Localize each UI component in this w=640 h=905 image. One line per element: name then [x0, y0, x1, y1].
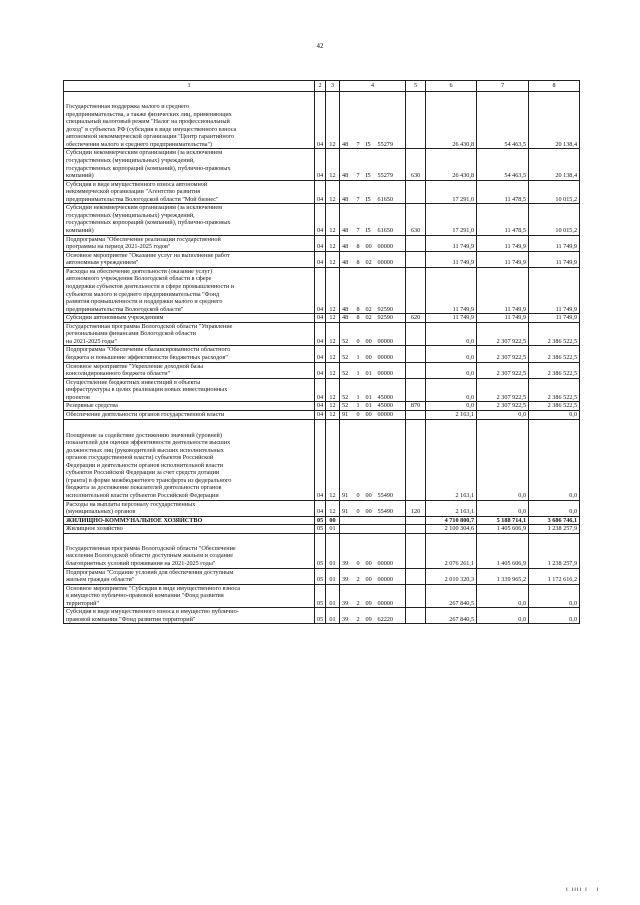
amount-2021-cell: 11 749,9: [426, 251, 477, 267]
target-code-event-cell: [364, 525, 376, 534]
amount-2021-cell: 2 163,1: [426, 500, 477, 516]
amount-2022-cell: 0,0: [477, 584, 529, 608]
table-header-row: [64, 81, 580, 92]
subsection-code-cell: 12: [326, 180, 340, 204]
subsection-code-cell: 12: [326, 235, 340, 251]
table-row: [64, 410, 580, 419]
row-name-cell: Субсидии некоммерческим организациям (за исключением государственных (муниципальных) учреждений, государственных корпораций (компаний), публично-правовых компаний): [64, 204, 315, 235]
amount-2023-cell: 20 138,4: [529, 149, 580, 180]
section-code-cell: 04: [315, 410, 326, 419]
target-code-subprogram-cell: 0: [355, 419, 364, 500]
amount-2021-cell: 11 749,9: [426, 314, 477, 323]
header-cell: 5: [406, 81, 426, 92]
table-row: [64, 608, 580, 624]
subsection-code-cell: 12: [326, 314, 340, 323]
target-code-event-cell: 01: [364, 402, 376, 411]
row-name-cell: ЖИЛИЩНО-КОММУНАЛЬНОЕ ХОЗЯЙСТВО: [64, 516, 315, 525]
section-code-cell: 04: [315, 251, 326, 267]
expense-type-cell: 630: [406, 149, 426, 180]
expense-type-cell: [406, 516, 426, 525]
amount-2021-cell: 17 291,0: [426, 180, 477, 204]
target-code-subprogram-cell: 7: [355, 149, 364, 180]
amount-2023-cell: 11 749,9: [529, 235, 580, 251]
row-name-cell: Подпрограмма "Обеспечение реализации государственной программы на период 2021-2025 годов": [64, 235, 315, 251]
expense-type-cell: [406, 267, 426, 313]
target-code-direction-cell: 00000: [376, 322, 406, 346]
section-code-cell: 04: [315, 204, 326, 235]
subsection-code-cell: 00: [326, 516, 340, 525]
amount-2021-cell: 2 100 304,6: [426, 525, 477, 534]
amount-2022-cell: 0,0: [477, 608, 529, 624]
row-name-cell: Субсидия в виде имущественного взноса в имущество публично- правовой компании "Фонд развития территорий": [64, 608, 315, 624]
target-code-direction-cell: 00000: [376, 533, 406, 568]
target-code-direction-cell: 92590: [376, 267, 406, 313]
target-code-subprogram-cell: 2: [355, 584, 364, 608]
expense-type-cell: [406, 180, 426, 204]
amount-2023-cell: 11 749,9: [529, 314, 580, 323]
amount-2022-cell: 11 749,9: [477, 251, 529, 267]
row-name-cell: Государственная поддержка малого и среднего предпринимательства, а также физических лиц, применяющих специальный налоговый режим "Налог на профессиональный доход" в субъектах РФ (субсидия в виде имущественного взноса автономной некоммерческой организации "Центр гарантийного обеспечения малого и среднего предпринимательства"): [64, 92, 315, 149]
target-code-subprogram-cell: 0: [355, 410, 364, 419]
row-name-cell: Расходы на обеспечение деятельности (оказание услуг) автономного учреждения Вологодской области в сфере поддержки субъектов деятельности в сфере промышленности и субъектов малого и среднего предпринимательства "Фонд развития промышленности и поддержки малого и среднего предпринимательства Вологодской области": [64, 267, 315, 313]
row-name-cell: Государственная программа Вологодской области "Обеспечение населения Вологодской области доступным жильем и создание благоприятных условий проживания на 2021-2025 годы": [64, 533, 315, 568]
target-code-event-cell: I5: [364, 180, 376, 204]
subsection-code-cell: 12: [326, 500, 340, 516]
target-code-subprogram-cell: 7: [355, 92, 364, 149]
amount-2022-cell: 2 307 922,5: [477, 378, 529, 402]
amount-2022-cell: 1 405 606,9: [477, 533, 529, 568]
row-name-cell: Резервные средства: [64, 402, 315, 411]
amount-2022-cell: 1 405 606,9: [477, 525, 529, 534]
header-cell: 4: [340, 81, 406, 92]
table-row: [64, 419, 580, 500]
target-code-program-cell: 52: [340, 346, 355, 362]
section-code-cell: 04: [315, 235, 326, 251]
amount-2022-cell: 0,0: [477, 419, 529, 500]
target-code-direction-cell: [376, 525, 406, 534]
target-code-event-cell: 00: [364, 346, 376, 362]
target-code-direction-cell: 45000: [376, 378, 406, 402]
expense-type-cell: [406, 362, 426, 378]
row-name-cell: Подпрограмма "Обеспечение сбалансированности областного бюджета и повышение эффективности бюджетных расходов": [64, 346, 315, 362]
subsection-code-cell: 12: [326, 92, 340, 149]
amount-2023-cell: 11 749,9: [529, 267, 580, 313]
amount-2021-cell: 2 163,1: [426, 419, 477, 500]
target-code-program-cell: [340, 525, 355, 534]
target-code-program-cell: 91: [340, 419, 355, 500]
amount-2021-cell: 0,0: [426, 402, 477, 411]
target-code-subprogram-cell: 8: [355, 314, 364, 323]
amount-2023-cell: 2 386 522,5: [529, 378, 580, 402]
expense-type-cell: 870: [406, 402, 426, 411]
target-code-program-cell: 48: [340, 92, 355, 149]
amount-2022-cell: 11 478,5: [477, 204, 529, 235]
target-code-program-cell: 91: [340, 410, 355, 419]
target-code-program-cell: 91: [340, 500, 355, 516]
target-code-program-cell: 39: [340, 608, 355, 624]
table-row: [64, 235, 580, 251]
header-cell: 6: [426, 81, 477, 92]
amount-2021-cell: 0,0: [426, 346, 477, 362]
amount-2023-cell: 0,0: [529, 500, 580, 516]
section-code-cell: 04: [315, 322, 326, 346]
section-code-cell: 05: [315, 533, 326, 568]
table-row: [64, 500, 580, 516]
section-code-cell: 04: [315, 267, 326, 313]
target-code-subprogram-cell: 2: [355, 568, 364, 584]
subsection-code-cell: 12: [326, 204, 340, 235]
table-row: [64, 533, 580, 568]
section-code-cell: 04: [315, 180, 326, 204]
target-code-direction-cell: 00000: [376, 235, 406, 251]
expense-type-cell: [406, 251, 426, 267]
target-code-event-cell: 09: [364, 608, 376, 624]
section-code-cell: 05: [315, 516, 326, 525]
amount-2021-cell: 0,0: [426, 362, 477, 378]
target-code-direction-cell: 55279: [376, 149, 406, 180]
target-code-program-cell: 39: [340, 568, 355, 584]
target-code-subprogram-cell: 0: [355, 500, 364, 516]
target-code-subprogram-cell: 8: [355, 267, 364, 313]
row-name-cell: Осуществление бюджетных инвестиций в объекты инфраструктуры в целях реализации новых инвестиционных проектов: [64, 378, 315, 402]
table-row: [64, 180, 580, 204]
amount-2023-cell: 11 749,9: [529, 251, 580, 267]
amount-2022-cell: 2 307 922,5: [477, 322, 529, 346]
expense-type-cell: [406, 235, 426, 251]
header-cell: 7: [477, 81, 529, 92]
amount-2022-cell: 54 463,5: [477, 92, 529, 149]
section-code-cell: 04: [315, 314, 326, 323]
target-code-event-cell: 01: [364, 362, 376, 378]
section-code-cell: 05: [315, 525, 326, 534]
amount-2023-cell: 2 386 522,5: [529, 346, 580, 362]
row-name-cell: Расходы на выплаты персоналу государственных (муниципальных) органов: [64, 500, 315, 516]
row-name-cell: Субсидии некоммерческим организациям (за исключением государственных (муниципальных) учреждений, государственных корпораций (компаний), публично-правовых компаний): [64, 149, 315, 180]
subsection-code-cell: 01: [326, 568, 340, 584]
subsection-code-cell: 12: [326, 251, 340, 267]
target-code-subprogram-cell: 0: [355, 533, 364, 568]
target-code-direction-cell: 00000: [376, 362, 406, 378]
amount-2021-cell: 4 710 800,7: [426, 516, 477, 525]
target-code-event-cell: 02: [364, 267, 376, 313]
target-code-event-cell: 00: [364, 419, 376, 500]
target-code-subprogram-cell: 1: [355, 346, 364, 362]
amount-2022-cell: 11 749,9: [477, 314, 529, 323]
expense-type-cell: 630: [406, 204, 426, 235]
section-code-cell: 05: [315, 608, 326, 624]
expense-type-cell: [406, 346, 426, 362]
target-code-subprogram-cell: 7: [355, 204, 364, 235]
amount-2021-cell: 0,0: [426, 378, 477, 402]
table-row: [64, 314, 580, 323]
target-code-event-cell: 02: [364, 314, 376, 323]
target-code-direction-cell: 55490: [376, 419, 406, 500]
target-code-event-cell: 02: [364, 251, 376, 267]
target-code-event-cell: 00: [364, 568, 376, 584]
section-code-cell: 04: [315, 500, 326, 516]
target-code-event-cell: 00: [364, 235, 376, 251]
target-code-direction-cell: 55490: [376, 500, 406, 516]
section-code-cell: 04: [315, 92, 326, 149]
subsection-code-cell: 12: [326, 378, 340, 402]
subsection-code-cell: 12: [326, 402, 340, 411]
amount-2023-cell: 1 238 257,9: [529, 533, 580, 568]
target-code-program-cell: 48: [340, 149, 355, 180]
row-name-cell: Государственная программа Вологодской области "Управление региональными финансами Вологодской области на 2021-2025 годы": [64, 322, 315, 346]
target-code-event-cell: I5: [364, 92, 376, 149]
table-row: [64, 204, 580, 235]
header-cell: 8: [529, 81, 580, 92]
amount-2021-cell: 2 010 320,3: [426, 568, 477, 584]
target-code-program-cell: 52: [340, 378, 355, 402]
target-code-event-cell: 00: [364, 322, 376, 346]
table-row: [64, 267, 580, 313]
target-code-program-cell: 52: [340, 362, 355, 378]
target-code-subprogram-cell: 2: [355, 608, 364, 624]
amount-2023-cell: 2 386 522,5: [529, 362, 580, 378]
section-code-cell: 04: [315, 402, 326, 411]
expense-type-cell: [406, 410, 426, 419]
target-code-direction-cell: 45000: [376, 402, 406, 411]
amount-2021-cell: 26 430,8: [426, 149, 477, 180]
amount-2022-cell: 2 307 922,5: [477, 402, 529, 411]
target-code-direction-cell: 61650: [376, 180, 406, 204]
amount-2023-cell: 0,0: [529, 584, 580, 608]
amount-2022-cell: 2 307 922,5: [477, 362, 529, 378]
amount-2021-cell: 2 163,1: [426, 410, 477, 419]
subsection-code-cell: 12: [326, 410, 340, 419]
table-row: [64, 92, 580, 149]
target-code-program-cell: 52: [340, 322, 355, 346]
amount-2023-cell: 0,0: [529, 410, 580, 419]
subsection-code-cell: 12: [326, 362, 340, 378]
amount-2021-cell: 11 749,9: [426, 267, 477, 313]
target-code-direction-cell: 00000: [376, 251, 406, 267]
table-row: [64, 322, 580, 346]
expense-type-cell: 120: [406, 500, 426, 516]
target-code-program-cell: 39: [340, 584, 355, 608]
amount-2021-cell: 267 840,5: [426, 608, 477, 624]
section-code-cell: 05: [315, 568, 326, 584]
target-code-subprogram-cell: 8: [355, 235, 364, 251]
amount-2021-cell: 267 840,5: [426, 584, 477, 608]
expense-type-cell: [406, 568, 426, 584]
subsection-code-cell: 12: [326, 346, 340, 362]
amount-2022-cell: 11 749,9: [477, 267, 529, 313]
header-cell: 2: [315, 81, 326, 92]
target-code-subprogram-cell: [355, 516, 364, 525]
target-code-program-cell: 48: [340, 251, 355, 267]
target-code-subprogram-cell: 1: [355, 378, 364, 402]
target-code-program-cell: 39: [340, 533, 355, 568]
expense-type-cell: 620: [406, 314, 426, 323]
expense-type-cell: [406, 533, 426, 568]
target-code-direction-cell: 55279: [376, 92, 406, 149]
amount-2023-cell: 2 386 522,5: [529, 402, 580, 411]
expense-type-cell: [406, 322, 426, 346]
row-name-cell: Субсидии автономным учреждениям: [64, 314, 315, 323]
row-name-cell: Поощрение за содействие достижению значений (уровней) показателей для оценки эффективности деятельности высших должностных лиц (руководителей высших исполнительных органов государственной власти) субъектов Российской Федерации и деятельности органов исполнительной власти субъектов Российской Федерации за счет средств дотации (гранта) в форме межбюджетного трансферта из федерального бюджета за достижение показателей деятельности органов исполнительной власти субъектов Российской Федерации: [64, 419, 315, 500]
table-row: [64, 149, 580, 180]
table-row: [64, 525, 580, 534]
target-code-program-cell: 52: [340, 402, 355, 411]
section-code-cell: 05: [315, 584, 326, 608]
amount-2022-cell: 2 307 922,5: [477, 346, 529, 362]
table-row: [64, 251, 580, 267]
target-code-subprogram-cell: 8: [355, 251, 364, 267]
scan-barcode-mark: ı ıııı ı ı: [566, 886, 600, 893]
page-number: 42: [316, 42, 324, 50]
amount-2021-cell: 2 076 261,1: [426, 533, 477, 568]
expense-type-cell: [406, 378, 426, 402]
header-cell: 1: [64, 81, 315, 92]
row-name-cell: Подпрограмма "Создание условий для обеспечения доступным жильем граждан области": [64, 568, 315, 584]
amount-2022-cell: 54 463,5: [477, 149, 529, 180]
amount-2021-cell: 11 749,9: [426, 235, 477, 251]
target-code-event-cell: 00: [364, 410, 376, 419]
target-code-event-cell: 01: [364, 378, 376, 402]
amount-2023-cell: 10 015,2: [529, 204, 580, 235]
subsection-code-cell: 01: [326, 525, 340, 534]
table-row: [64, 516, 580, 525]
amount-2021-cell: 26 430,8: [426, 92, 477, 149]
section-code-cell: 04: [315, 149, 326, 180]
target-code-direction-cell: 62220: [376, 608, 406, 624]
target-code-subprogram-cell: 7: [355, 180, 364, 204]
target-code-direction-cell: [376, 516, 406, 525]
target-code-program-cell: 48: [340, 267, 355, 313]
target-code-direction-cell: 00000: [376, 410, 406, 419]
expense-type-cell: [406, 608, 426, 624]
amount-2023-cell: 0,0: [529, 608, 580, 624]
amount-2023-cell: 1 238 257,9: [529, 525, 580, 534]
row-name-cell: Основное мероприятие "Субсидия в виде имущественного взноса в имущество публично-правовой компании "Фонд развития территорий": [64, 584, 315, 608]
target-code-direction-cell: 92590: [376, 314, 406, 323]
target-code-direction-cell: 61650: [376, 204, 406, 235]
amount-2022-cell: 0,0: [477, 500, 529, 516]
target-code-program-cell: [340, 516, 355, 525]
target-code-subprogram-cell: 1: [355, 402, 364, 411]
subsection-code-cell: 01: [326, 584, 340, 608]
header-cell: 3: [326, 81, 340, 92]
target-code-program-cell: 48: [340, 314, 355, 323]
amount-2023-cell: 2 386 522,5: [529, 322, 580, 346]
row-name-cell: Субсидия в виде имущественного взноса автономной некоммерческой организации "Агентство развития предпринимательства Вологодской области "Мой бизнес": [64, 180, 315, 204]
section-code-cell: 04: [315, 378, 326, 402]
row-name-cell: Основное мероприятие "Укрепление доходной базы консолидированного бюджета области": [64, 362, 315, 378]
amount-2022-cell: 11 478,5: [477, 180, 529, 204]
target-code-event-cell: I5: [364, 149, 376, 180]
amount-2022-cell: 5 188 714,1: [477, 516, 529, 525]
target-code-event-cell: 00: [364, 500, 376, 516]
expense-type-cell: [406, 525, 426, 534]
target-code-program-cell: 48: [340, 235, 355, 251]
subsection-code-cell: 12: [326, 419, 340, 500]
table-row: [64, 378, 580, 402]
amount-2023-cell: 0,0: [529, 419, 580, 500]
table-row: [64, 402, 580, 411]
target-code-program-cell: 48: [340, 180, 355, 204]
amount-2022-cell: 1 339 965,2: [477, 568, 529, 584]
target-code-subprogram-cell: [355, 525, 364, 534]
expense-type-cell: [406, 584, 426, 608]
amount-2021-cell: 17 291,0: [426, 204, 477, 235]
amount-2023-cell: 10 015,2: [529, 180, 580, 204]
subsection-code-cell: 01: [326, 533, 340, 568]
section-code-cell: 04: [315, 419, 326, 500]
target-code-subprogram-cell: 0: [355, 322, 364, 346]
target-code-direction-cell: 00000: [376, 568, 406, 584]
table-row: [64, 568, 580, 584]
amount-2023-cell: 20 138,4: [529, 92, 580, 149]
target-code-subprogram-cell: 1: [355, 362, 364, 378]
table-row: [64, 346, 580, 362]
table-row: [64, 584, 580, 608]
budget-table: [63, 80, 580, 624]
row-name-cell: Жилищное хозяйство: [64, 525, 315, 534]
target-code-event-cell: 00: [364, 533, 376, 568]
target-code-direction-cell: 00000: [376, 584, 406, 608]
target-code-program-cell: 48: [340, 204, 355, 235]
section-code-cell: 04: [315, 346, 326, 362]
section-code-cell: 04: [315, 362, 326, 378]
amount-2023-cell: 3 686 746,1: [529, 516, 580, 525]
row-name-cell: Основное мероприятие "Оказание услуг на выполнение работ автономным учреждением": [64, 251, 315, 267]
target-code-event-cell: [364, 516, 376, 525]
row-name-cell: Обеспечение деятельности органов государственной власти: [64, 410, 315, 419]
subsection-code-cell: 12: [326, 149, 340, 180]
subsection-code-cell: 12: [326, 322, 340, 346]
target-code-event-cell: I5: [364, 204, 376, 235]
expense-type-cell: [406, 419, 426, 500]
target-code-direction-cell: 00000: [376, 346, 406, 362]
table-row: [64, 362, 580, 378]
subsection-code-cell: 01: [326, 608, 340, 624]
target-code-event-cell: 09: [364, 584, 376, 608]
amount-2022-cell: 11 749,9: [477, 235, 529, 251]
expense-type-cell: [406, 92, 426, 149]
amount-2023-cell: 1 172 616,2: [529, 568, 580, 584]
amount-2021-cell: 0,0: [426, 322, 477, 346]
subsection-code-cell: 12: [326, 267, 340, 313]
amount-2022-cell: 0,0: [477, 410, 529, 419]
